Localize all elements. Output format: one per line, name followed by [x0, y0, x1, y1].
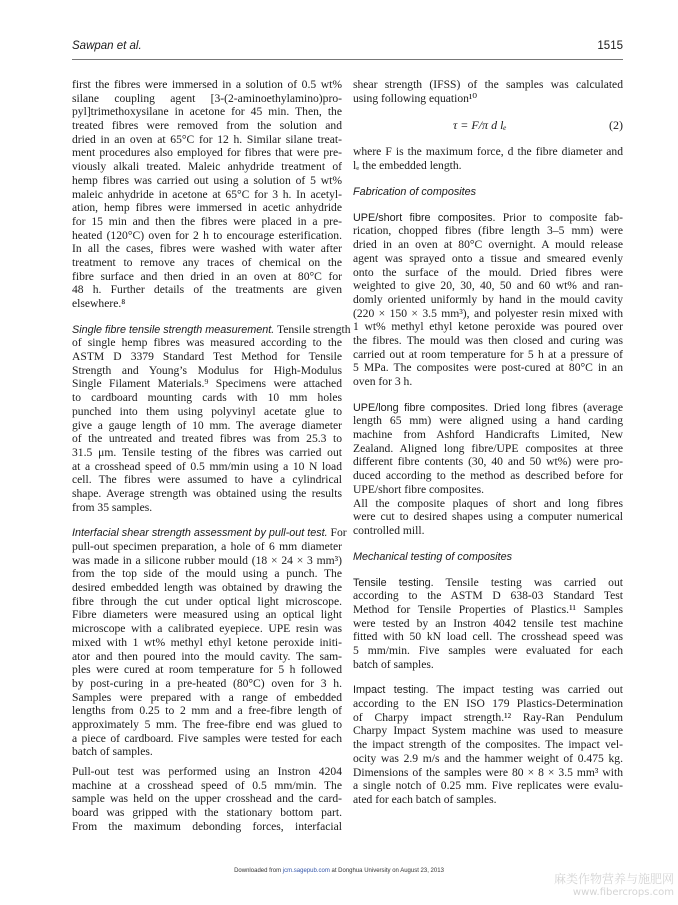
paragraph-gap [353, 538, 623, 550]
text-line: were tested by an Instron 4042 tensile test machine [353, 616, 623, 630]
running-header-authors: Sawpan et al. [72, 40, 142, 52]
text-line-rest: Dried long fibres (average [488, 400, 623, 414]
text-line [72, 322, 351, 337]
equation-number: (2) [609, 118, 623, 133]
paragraph-heading: Tensile testing. [353, 576, 434, 589]
text-line-rest: Tensile testing was carried out [433, 575, 623, 589]
text-line: from 35 samples. [72, 500, 153, 514]
running-header [72, 40, 623, 56]
text-line: a piece of cardboard. Five samples were tested for each [72, 731, 342, 745]
text-line: heated (120°C) oven for 2 h to encourage esterification. [72, 228, 342, 242]
text-line: batch of samples. [353, 657, 434, 671]
text-line: fibre through the cut under optical light microscope. [72, 594, 342, 608]
text-line: 48 h. Further details of the treatments are given [72, 283, 342, 297]
text-line: Strength and Young’s Modulus for High-Modulus [72, 363, 342, 377]
text-line: fibre surface and then dried in an oven at 80°C for [72, 269, 342, 283]
paragraph-heading: Single fibre tensile strength measurement. [72, 323, 275, 336]
page-number: 1515 [597, 40, 623, 52]
text-line [353, 211, 623, 225]
watermark [554, 873, 674, 899]
text-line: hemp fibres was carried out using a solution of 5 wt% [72, 173, 342, 187]
text-line: oven for 3 h. [353, 375, 413, 388]
text-line: treatment to remove any traces of chemical on the [72, 255, 342, 269]
footer-prefix: Downloaded from [234, 868, 283, 874]
text-line: dried in an oven at 80°C overnight. A mould release [353, 238, 623, 252]
text-line: ated for each batch of samples. [353, 792, 497, 806]
text-line: where F is the maximum force, d the fibre diameter and [353, 145, 623, 159]
text-line [353, 576, 623, 590]
text-line: 31.5 μm. Tensile testing of the fibres was carried out [72, 445, 342, 459]
text-line: ment procedures also employed for fibres that were pre- [72, 146, 342, 160]
paragraph-gap [72, 311, 342, 323]
text-line: weighted to give 20, 30, 40, 50 and 60 wt% and ran- [353, 279, 623, 293]
header-rule [72, 59, 623, 60]
text-line: sample was held on the upper crosshead and the card- [72, 792, 342, 806]
text-line: of the untreated and treated fibres was from 25.3 to [72, 432, 342, 446]
text-line: Fibre diameters were measured using an optical light [72, 608, 342, 622]
text-line: ocity was 2.9 m/s and the hammer weight of 0.475 kg. [353, 751, 623, 765]
watermark-line-2: www.fibercrops.com [572, 887, 674, 898]
text-line: desired embedded length was obtained by drawing the [72, 581, 342, 595]
text-line: board was gripped with the stationary bottom part. [72, 806, 342, 820]
text-line: carried out at room temperature for 5 h at a pressure of [353, 347, 623, 361]
section-heading: Mechanical testing of composites [353, 550, 513, 563]
text-line: machine from Ashford Handicrafts Limited, New [353, 428, 623, 442]
text-line: using following equation¹⁰ [353, 91, 478, 105]
text-line: by post-curing in a pre-heated (80°C) oven for 3 h. [72, 676, 342, 690]
left-column [72, 78, 351, 833]
text-line [353, 683, 623, 697]
text-line: From the maximum debonding forces, interfacial [72, 819, 342, 833]
watermark-line-1: 麻类作物营养与施肥网 [553, 872, 674, 886]
footer-link[interactable]: jcm.sagepub.com [282, 868, 330, 874]
paragraph-heading: UPE/short fibre composites. [353, 211, 496, 224]
paragraph-heading: Interfacial shear strength assessment by pull-out test. [72, 527, 328, 540]
text-line: Dimensions of the samples were 80 × 8 × 3.5 mm³ with [353, 765, 623, 779]
text-line-rest: Tensile strength [274, 322, 351, 336]
text-line-rest: Prior to composite fab- [495, 210, 623, 224]
text-line: were cut to desired shapes using a computer numerical [353, 510, 623, 524]
text-line: UPE/short fibre composites. [353, 482, 485, 496]
text-line: length 65 mm) were aligned using a hand carding [353, 414, 623, 428]
text-line: punched into them using polyvinyl acetate glue to [72, 404, 342, 418]
text-line: 1 wt% methyl ethyl ketone peroxide was poured over [353, 320, 623, 334]
text-line: from the top side of the mould using a punch. The [72, 567, 342, 581]
text-line: Pull-out test was performed using an Instron 4204 [72, 765, 342, 778]
text-line: 5 MPa. The composites were post-cured at 80°C in an [353, 361, 623, 375]
text-line: lengths from 0.25 to 2 mm and a free-fibre length of [72, 704, 342, 718]
equation-2 [353, 115, 623, 135]
text-line: was made in a silicone rubber mould (18 × 24 × 3 mm³) [72, 553, 342, 567]
text-line: for 15 min and then the fibres were placed in a pre- [72, 214, 342, 228]
text-line: pull-out specimen preparation, a hole of 6 mm diameter [72, 540, 342, 553]
text-line: at a crosshead speed of 0.5 mm/min using a 10 N load [72, 459, 342, 473]
paragraph-gap [353, 389, 623, 401]
text-line: Charpy Impact System machine was used to measure [353, 724, 623, 738]
text-line: agent was sprayed onto a tissue and smeared evenly [353, 251, 623, 265]
text-line: batch of samples. [72, 745, 153, 759]
text-line: onto the surface of the mould. Dried fibres were [353, 265, 623, 279]
section-heading: Fabrication of composites [353, 185, 477, 198]
text-line: the impact strength of the composites. The impact vel- [353, 738, 623, 752]
paragraph-heading: UPE/long fibre composites. [353, 401, 489, 414]
text-line: give a gauge length of 10 mm. The average diameter [72, 418, 342, 432]
text-line: rication, chopped fibres (fibre length 3–5 mm) were [353, 224, 623, 238]
right-column-top-text [353, 78, 623, 105]
text-line: first the fibres were immersed in a solution of 0.5 wt% [72, 78, 342, 91]
text-line: according to the EN ISO 179 Plastics-Determination [353, 697, 623, 711]
text-line: ator and then poured into the mould cavity. The sam- [72, 649, 342, 663]
paragraph-heading: Impact testing. [353, 684, 429, 697]
text-line: Method for Tensile Properties of Plastics.¹¹ Samples [353, 602, 623, 616]
text-line: dried in an oven at 65°C for 12 h. Similar silane treat- [72, 132, 342, 146]
text-line: Single Filament Materials.⁹ Specimens were attached [72, 377, 342, 391]
text-line: ASTM D 3379 Standard Test Method for Tensile [72, 350, 342, 364]
text-line: approximately 5 mm. The free-fibre end was glued to [72, 717, 342, 731]
text-line [72, 526, 347, 540]
text-line: shear strength (IFSS) of the samples was calculated [353, 78, 623, 91]
text-line: cell. The fibres were assumed to have a cylindrical [72, 473, 342, 487]
text-line: of single hemp fibres was measured according to the [72, 336, 342, 350]
text-line: mixed with 1 wt% methyl ethyl ketone peroxide initi- [72, 635, 342, 649]
text-line: a single notch of 0.25 mm. Five replicates were evalu- [353, 779, 623, 793]
text-line: All the composite plaques of short and long fibres [353, 496, 623, 510]
text-line: treated fibres were removed from the solution and [72, 119, 342, 133]
paragraph-gap [72, 514, 342, 526]
text-line: to cardboard mounting cards with 10 mm holes [72, 391, 342, 405]
text-line: machine at a crosshead speed of 0.5 mm/min. The [72, 778, 342, 792]
equation-body: τ = F/π d lₑ [453, 118, 507, 133]
text-line: microscope with a calibrated eyepiece. UPE resin was [72, 622, 342, 636]
footer-suffix: at Donghua University on August 23, 2013 [329, 868, 444, 874]
right-column [353, 78, 623, 807]
text-line: duced according to the method as described before for [353, 469, 623, 483]
paragraph-gap [353, 173, 623, 185]
text-line: silane coupling agent [3-(2-aminoethylamino)pro- [72, 91, 342, 105]
paragraph-gap [353, 671, 623, 683]
text-line: of Charpy impact strength.¹² Ray-Ran Pendulum [353, 710, 623, 724]
text-line-rest: For [327, 526, 347, 540]
paragraph-gap [353, 564, 623, 576]
text-line: fitted with 50 kN load cell. The crosshead speed was [353, 630, 623, 644]
text-line: ation, hemp fibres were immersed in acetic anhydride [72, 201, 342, 215]
text-line: controlled mill. [353, 523, 425, 537]
paragraph-gap [353, 199, 623, 211]
text-line: different fibre contents (30, 40 and 50 wt%) were pro- [353, 455, 623, 469]
text-line: according to the ASTM D 638-03 Standard Test [353, 589, 623, 603]
text-line-rest: The impact testing was carried out [428, 683, 623, 697]
text-line: 5 mm/min. Five samples were evaluated for each [353, 644, 623, 657]
text-line: the fibres. The mould was then closed and curing was [353, 333, 623, 347]
text-line: elsewhere.⁸ [72, 297, 126, 310]
text-line: Samples were prepared with a range of embedded [72, 690, 342, 704]
text-line: Zealand. Aligned long fibre/UPE composites at three [353, 441, 623, 455]
text-line: viously alkali treated. Maleic anhydride treatment of [72, 160, 342, 174]
text-line: lₑ the embedded length. [353, 159, 462, 173]
text-line [353, 401, 623, 415]
text-line: shape. Average strength was obtained using the results [72, 486, 342, 500]
text-line: (220 × 150 × 3.5 mm³), and polyester resin mixed with [353, 306, 623, 320]
text-line: In all the cases, fibres were washed with water after [72, 242, 342, 256]
text-line: pyl]trimethoxysilane in acetone for 45 min. Then, the [72, 105, 342, 119]
right-column-body [353, 145, 623, 806]
text-line: ples were cured at room temperature for 5 h followed [72, 663, 342, 677]
text-line: domly oriented uniformly by hand in the mould cavity [353, 292, 623, 306]
text-line: maleic anhydride in acetone at 65°C for 3 h. In acetyl- [72, 187, 342, 201]
